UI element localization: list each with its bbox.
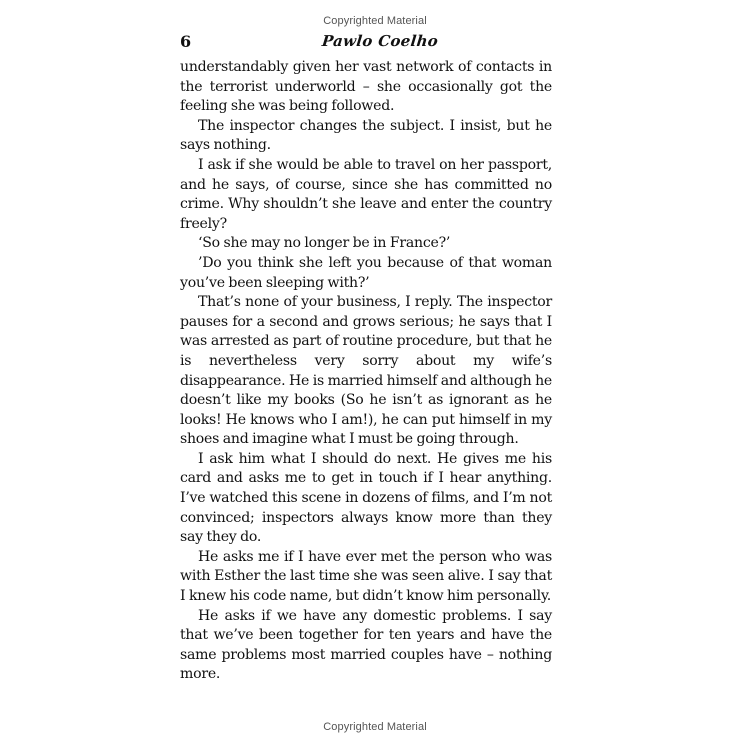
paragraph-3: I ask if she would be able to travel on her passport, and he says, of course, since she has committed no crime. Why shouldn’t she leave and enter the country freely? [180, 156, 552, 232]
running-head-author: Pawlo Coelho [321, 32, 440, 50]
paragraph-2: The inspector changes the subject. I insist, but he says nothing. [180, 117, 552, 154]
paragraph-6: That’s none of your business, I reply. The inspector pauses for a second and grows serious; he says that I was arrested as part of routine procedure, but that he is nevertheless very sorry about my wife’s disappearance. He is married himself and although he doesn’t like my books (So he isn’t as ignorant as he looks! He knows who I am!), he can put himself in my shoes and imagine what I must be going through. [180, 294, 553, 448]
page-header [180, 33, 552, 55]
copyright-watermark-bottom: Copyrighted Material [323, 721, 427, 733]
paragraph-7: I ask him what I should do next. He gives me his card and asks me to get in touch if I hear anything. I’ve watched this scene in dozens of films, and I’m not convinced; inspectors always know more than they say they do. [180, 450, 552, 546]
paragraph-8: He asks me if I have ever met the person who was with Esther the last time she was seen alive. I say that I knew his code name, but didn’t know him personally. [180, 548, 552, 605]
paragraph-1: understandably given her vast network of contacts in the terrorist underworld – she occasionally got the feeling she was being followed. [180, 59, 552, 115]
body-text [180, 58, 552, 685]
copyright-watermark-top: Copyrighted Material [323, 15, 427, 27]
paragraph-9: He asks if we have any domestic problems. I say that we’ve been together for ten years and have the same problems most married couples have – nothing more. [180, 607, 552, 683]
paragraph-4: ‘So she may no longer be in France?’ [198, 235, 451, 252]
page-number: 6 [180, 32, 192, 51]
paragraph-5: ’Do you think she left you because of that woman you’ve been sleeping with?’ [180, 254, 552, 291]
